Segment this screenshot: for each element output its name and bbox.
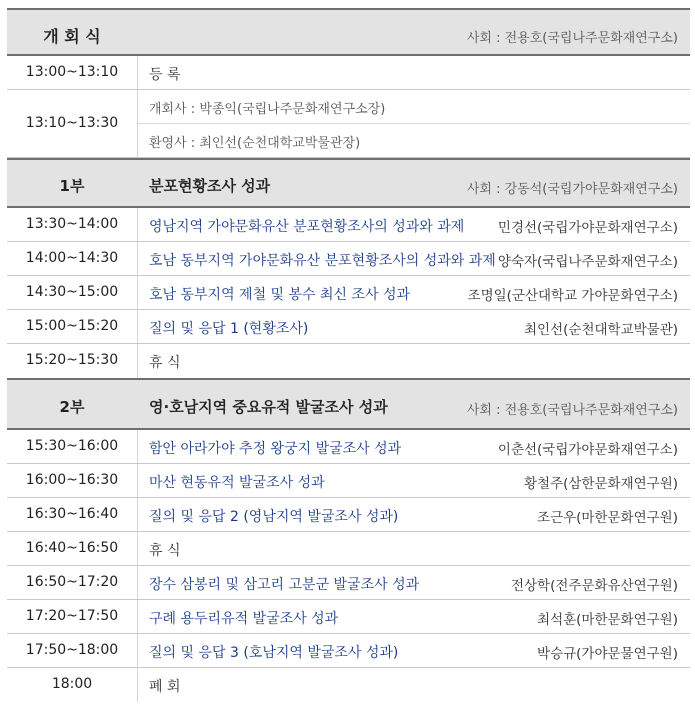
session-title: 질의 및 응답 2 (영남지역 발굴조사 성과) <box>149 509 399 525</box>
session-row <box>7 600 690 634</box>
part1-header <box>7 158 690 208</box>
opening-header <box>7 8 690 56</box>
session-speaker: 민경선(국립가야문화재연구소) <box>497 220 678 236</box>
session-title: 영남지역 가야문화유산 분포현황조사의 성과와 과제 <box>149 219 465 235</box>
session-time: 17:50~18:00 <box>25 642 119 658</box>
session-speaker: 이춘선(국립가야문화재연구소) <box>497 442 678 458</box>
break-label: 휴 식 <box>149 543 181 559</box>
session-speaker: 전상학(전주문화유산연구원) <box>510 578 678 594</box>
session-title: 구례 용두리유적 발굴조사 성과 <box>149 611 339 627</box>
session-row <box>7 498 690 532</box>
opening-speech: 개회사 : 박종익(국립나주문화재연구소장) <box>149 102 386 117</box>
session-row <box>7 242 690 276</box>
session-title: 호남 동부지역 제철 및 봉수 최신 조사 성과 <box>149 287 411 303</box>
session-time: 16:50~17:20 <box>25 574 119 590</box>
session-row <box>7 276 690 310</box>
opening-moderator: 사회 : 전용호(국립나주문화재연구소) <box>466 31 678 46</box>
part2-title: 영·호남지역 중요유적 발굴조사 성과 <box>149 398 388 416</box>
row-time: 13:00~13:10 <box>25 64 119 80</box>
opening-title: 개 회 식 <box>43 27 101 46</box>
part2-moderator: 사회 : 전용호(국립나주문화재연구소) <box>466 403 678 418</box>
break-time: 15:20~15:30 <box>25 352 119 368</box>
break-label: 휴 식 <box>149 355 181 371</box>
session-title: 질의 및 응답 1 (현황조사) <box>149 321 309 337</box>
session-row <box>7 464 690 498</box>
session-time: 16:30~16:40 <box>25 506 119 522</box>
session-title: 마산 현동유적 발굴조사 성과 <box>149 475 325 491</box>
closing-time: 18:00 <box>51 676 93 692</box>
session-row <box>7 634 690 668</box>
session-time: 16:00~16:30 <box>25 472 119 488</box>
closing-row <box>7 668 690 702</box>
session-speaker: 황철주(삼한문화재연구원) <box>524 476 678 492</box>
break-time: 16:40~16:50 <box>25 540 119 556</box>
session-title: 질의 및 응답 3 (호남지역 발굴조사 성과) <box>149 645 399 661</box>
session-time: 14:30~15:00 <box>25 284 119 300</box>
session-row <box>7 430 690 464</box>
part1-label: 1부 <box>59 177 85 195</box>
speech-time: 13:10~13:30 <box>25 115 119 131</box>
session-speaker: 박승규(가야문물연구원) <box>537 646 678 662</box>
session-time: 13:30~14:00 <box>25 216 119 232</box>
session-time: 14:00~14:30 <box>25 250 119 266</box>
session-title: 장수 삼봉리 및 삼고리 고분군 발굴조사 성과 <box>149 577 420 593</box>
session-speaker: 최인선(순천대학교박물관) <box>524 322 678 338</box>
part2-header <box>7 378 690 430</box>
session-speaker: 조근우(마한문화연구원) <box>537 510 678 526</box>
session-time: 15:30~16:00 <box>25 438 119 454</box>
part2-label: 2부 <box>59 398 85 416</box>
speech-row <box>7 90 690 158</box>
part1-moderator: 사회 : 강동석(국립가야문화재연구소) <box>466 182 678 197</box>
session-title: 함안 아라가야 추정 왕궁지 발굴조사 성과 <box>149 441 402 457</box>
session-title: 호남 동부지역 가야문화유산 분포현황조사의 성과와 과제 <box>149 253 496 269</box>
session-row <box>7 566 690 600</box>
break-row <box>7 344 690 378</box>
session-row <box>7 208 690 242</box>
session-speaker: 양숙자(국립나주문화재연구소) <box>497 254 678 270</box>
welcome-speech: 환영사 : 최인선(순천대학교박물관장) <box>149 136 361 151</box>
session-row <box>7 310 690 344</box>
session-speaker: 조명일(군산대학교 가야문화연구소) <box>467 288 678 304</box>
schedule-row <box>7 56 690 90</box>
session-time: 15:00~15:20 <box>25 318 119 334</box>
part1-title: 분포현황조사 성과 <box>149 177 271 195</box>
session-speaker: 최석훈(마한문화연구원) <box>537 612 678 628</box>
break-row <box>7 532 690 566</box>
row-label: 등 록 <box>149 67 181 83</box>
session-time: 17:20~17:50 <box>25 608 119 624</box>
program-table <box>7 8 690 702</box>
closing-label: 폐 회 <box>149 679 181 695</box>
